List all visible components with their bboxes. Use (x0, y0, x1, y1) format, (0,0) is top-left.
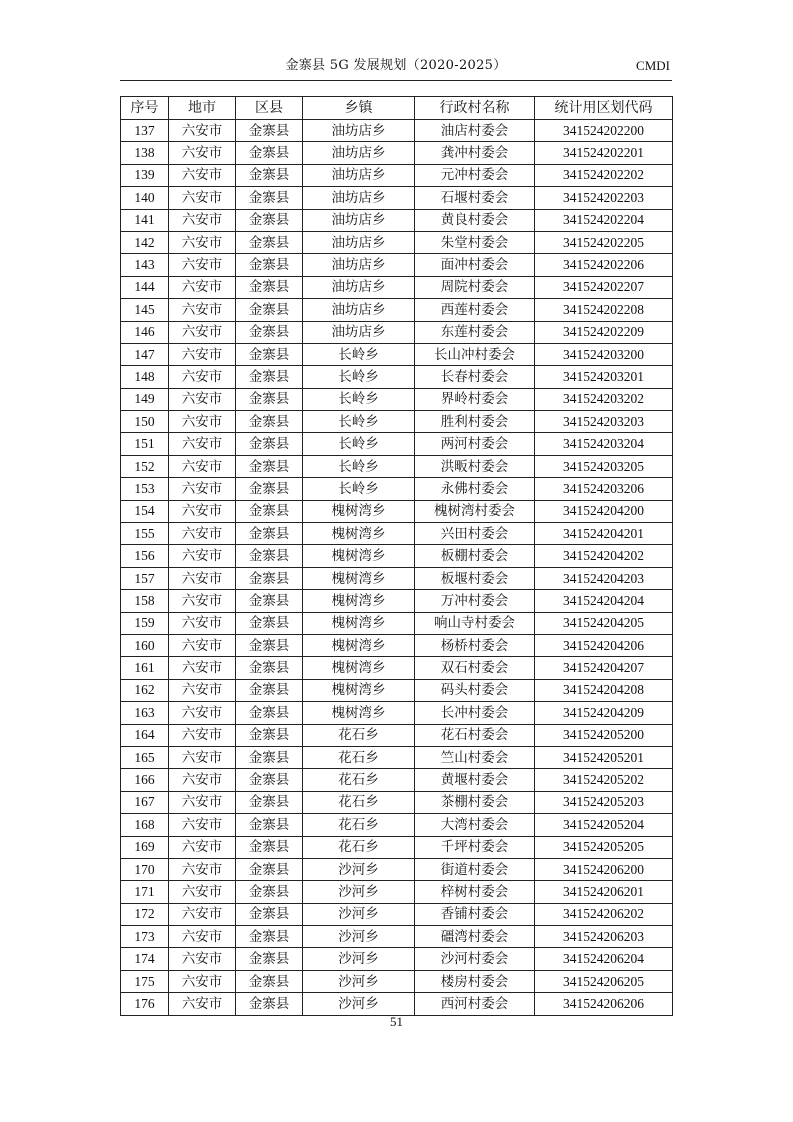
table-cell: 341524206203 (535, 926, 673, 948)
table-row (121, 500, 673, 522)
table-cell: 148 (121, 366, 169, 388)
table-cell: 槐树湾乡 (303, 545, 415, 567)
table-row (121, 343, 673, 365)
table-row (121, 634, 673, 656)
table-row (121, 746, 673, 768)
table-row (121, 836, 673, 858)
table-cell: 168 (121, 814, 169, 836)
table-cell: 173 (121, 926, 169, 948)
table-cell: 金寨县 (236, 209, 303, 231)
table-cell: 六安市 (169, 523, 236, 545)
table-cell: 油坊店乡 (303, 142, 415, 164)
table-cell: 金寨县 (236, 276, 303, 298)
table-row (121, 321, 673, 343)
table-cell: 香铺村委会 (415, 903, 535, 925)
table-cell: 341524202200 (535, 120, 673, 142)
table-cell: 黄堰村委会 (415, 769, 535, 791)
table-cell: 金寨县 (236, 299, 303, 321)
table-cell: 341524202204 (535, 209, 673, 231)
table-row (121, 814, 673, 836)
table-cell: 金寨县 (236, 545, 303, 567)
table-cell: 141 (121, 209, 169, 231)
table-row (121, 612, 673, 634)
table-cell: 沙河乡 (303, 858, 415, 880)
column-header: 统计用区划代码 (535, 97, 673, 120)
table-cell: 341524206202 (535, 903, 673, 925)
table-cell: 六安市 (169, 724, 236, 746)
table-cell: 341524205200 (535, 724, 673, 746)
table-cell: 341524202209 (535, 321, 673, 343)
table-cell: 花石乡 (303, 814, 415, 836)
table-cell: 金寨县 (236, 388, 303, 410)
table-cell: 竺山村委会 (415, 746, 535, 768)
table-row (121, 724, 673, 746)
table-cell: 150 (121, 411, 169, 433)
table-row (121, 411, 673, 433)
table-cell: 长岭乡 (303, 433, 415, 455)
table-cell: 341524206205 (535, 970, 673, 992)
table-cell: 沙河乡 (303, 993, 415, 1015)
table-cell: 金寨县 (236, 590, 303, 612)
table-row (121, 120, 673, 142)
table-cell: 341524204209 (535, 702, 673, 724)
table-cell: 六安市 (169, 881, 236, 903)
table-cell: 金寨县 (236, 523, 303, 545)
table-cell: 花石乡 (303, 746, 415, 768)
table-cell: 油坊店乡 (303, 321, 415, 343)
table-cell: 341524205202 (535, 769, 673, 791)
table-cell: 金寨县 (236, 746, 303, 768)
table-cell: 341524202206 (535, 254, 673, 276)
table-row (121, 858, 673, 880)
table-cell: 341524202205 (535, 231, 673, 253)
table-cell: 142 (121, 231, 169, 253)
table-cell: 长岭乡 (303, 366, 415, 388)
table-cell: 341524206200 (535, 858, 673, 880)
table-cell: 西河村委会 (415, 993, 535, 1015)
table-body (121, 120, 673, 1016)
table-cell: 金寨县 (236, 948, 303, 970)
table-cell: 长冲村委会 (415, 702, 535, 724)
table-cell: 面冲村委会 (415, 254, 535, 276)
table-cell: 沙河乡 (303, 903, 415, 925)
table-cell: 341524206201 (535, 881, 673, 903)
table-cell: 六安市 (169, 567, 236, 589)
table-cell: 长春村委会 (415, 366, 535, 388)
table-cell: 166 (121, 769, 169, 791)
table-cell: 六安市 (169, 903, 236, 925)
table-cell: 六安市 (169, 254, 236, 276)
header-rule (120, 80, 672, 81)
table-cell: 153 (121, 478, 169, 500)
table-row (121, 903, 673, 925)
table-cell: 油坊店乡 (303, 231, 415, 253)
table-row (121, 791, 673, 813)
table-cell: 响山寺村委会 (415, 612, 535, 634)
table-cell: 341524204208 (535, 679, 673, 701)
table-cell: 147 (121, 343, 169, 365)
table-cell: 六安市 (169, 209, 236, 231)
table-cell: 金寨县 (236, 478, 303, 500)
table-cell: 六安市 (169, 769, 236, 791)
table-row (121, 478, 673, 500)
table-cell: 六安市 (169, 657, 236, 679)
table-cell: 341524202203 (535, 187, 673, 209)
table-cell: 油坊店乡 (303, 164, 415, 186)
document-title: 金寨县 5G 发展规划（2020-2025） (285, 58, 507, 73)
table-cell: 梓树村委会 (415, 881, 535, 903)
table-cell: 金寨县 (236, 187, 303, 209)
table-cell: 板棚村委会 (415, 545, 535, 567)
table-row (121, 657, 673, 679)
column-header: 区县 (236, 97, 303, 120)
table-cell: 油坊店乡 (303, 120, 415, 142)
table-cell: 长山冲村委会 (415, 343, 535, 365)
table-cell: 139 (121, 164, 169, 186)
table-cell: 341524203200 (535, 343, 673, 365)
table-cell: 长岭乡 (303, 388, 415, 410)
table-cell: 东莲村委会 (415, 321, 535, 343)
table-cell: 金寨县 (236, 567, 303, 589)
table-cell: 油坊店乡 (303, 276, 415, 298)
table-cell: 六安市 (169, 634, 236, 656)
column-header: 地市 (169, 97, 236, 120)
table-cell: 140 (121, 187, 169, 209)
table-row (121, 567, 673, 589)
table-row (121, 231, 673, 253)
table-cell: 六安市 (169, 299, 236, 321)
table-cell: 341524203202 (535, 388, 673, 410)
table-cell: 六安市 (169, 948, 236, 970)
table-cell: 金寨县 (236, 903, 303, 925)
table-row (121, 679, 673, 701)
table-cell: 六安市 (169, 500, 236, 522)
table-cell: 龚冲村委会 (415, 142, 535, 164)
table-cell: 六安市 (169, 343, 236, 365)
table-cell: 170 (121, 858, 169, 880)
table-cell: 金寨县 (236, 926, 303, 948)
table-cell: 金寨县 (236, 254, 303, 276)
table-cell: 花石乡 (303, 836, 415, 858)
table-cell: 金寨县 (236, 164, 303, 186)
table-row (121, 545, 673, 567)
table-cell: 341524205203 (535, 791, 673, 813)
table-cell: 341524202202 (535, 164, 673, 186)
table-cell: 金寨县 (236, 836, 303, 858)
page-header (120, 58, 672, 82)
table-cell: 槐树湾乡 (303, 523, 415, 545)
column-header: 乡镇 (303, 97, 415, 120)
table-cell: 六安市 (169, 388, 236, 410)
table-row (121, 948, 673, 970)
table-cell: 156 (121, 545, 169, 567)
table-cell: 长岭乡 (303, 455, 415, 477)
table-cell: 万冲村委会 (415, 590, 535, 612)
table-cell: 六安市 (169, 836, 236, 858)
table-cell: 174 (121, 948, 169, 970)
table-cell: 341524204203 (535, 567, 673, 589)
table-cell: 槐树湾乡 (303, 590, 415, 612)
table-cell: 169 (121, 836, 169, 858)
table-cell: 341524204200 (535, 500, 673, 522)
table-row (121, 142, 673, 164)
table-cell: 341524202207 (535, 276, 673, 298)
table-cell: 138 (121, 142, 169, 164)
table-cell: 金寨县 (236, 120, 303, 142)
table-cell: 双石村委会 (415, 657, 535, 679)
table-cell: 杨桥村委会 (415, 634, 535, 656)
table-cell: 162 (121, 679, 169, 701)
table-row (121, 881, 673, 903)
table-row (121, 187, 673, 209)
table-cell: 341524203203 (535, 411, 673, 433)
table-row (121, 590, 673, 612)
table-cell: 槐树湾乡 (303, 679, 415, 701)
page-number: 51 (390, 1014, 403, 1029)
table-cell: 金寨县 (236, 231, 303, 253)
table-cell: 160 (121, 634, 169, 656)
table-cell: 341524206206 (535, 993, 673, 1015)
table-cell: 板堰村委会 (415, 567, 535, 589)
table-cell: 341524205205 (535, 836, 673, 858)
table-cell: 六安市 (169, 814, 236, 836)
table-cell: 六安市 (169, 366, 236, 388)
table-cell: 341524204202 (535, 545, 673, 567)
table-cell: 沙河乡 (303, 926, 415, 948)
table-cell: 黄良村委会 (415, 209, 535, 231)
table-cell: 六安市 (169, 993, 236, 1015)
table-cell: 六安市 (169, 679, 236, 701)
table-cell: 沙河乡 (303, 881, 415, 903)
table-cell: 槐树湾乡 (303, 702, 415, 724)
table-cell: 周院村委会 (415, 276, 535, 298)
table-cell: 金寨县 (236, 702, 303, 724)
table-cell: 朱堂村委会 (415, 231, 535, 253)
table-cell: 137 (121, 120, 169, 142)
table-row (121, 299, 673, 321)
table-cell: 沙河乡 (303, 948, 415, 970)
table-cell: 槐树湾村委会 (415, 500, 535, 522)
table-cell: 六安市 (169, 590, 236, 612)
table-cell: 341524203204 (535, 433, 673, 455)
table-cell: 长岭乡 (303, 411, 415, 433)
table-cell: 341524203206 (535, 478, 673, 500)
village-code-table (120, 96, 673, 1016)
table-cell: 六安市 (169, 411, 236, 433)
table-cell: 341524206204 (535, 948, 673, 970)
table-cell: 149 (121, 388, 169, 410)
table-row (121, 970, 673, 992)
table-cell: 槐树湾乡 (303, 612, 415, 634)
table-cell: 街道村委会 (415, 858, 535, 880)
table-cell: 油店村委会 (415, 120, 535, 142)
table-cell: 界岭村委会 (415, 388, 535, 410)
table-cell: 金寨县 (236, 455, 303, 477)
table-cell: 礓湾村委会 (415, 926, 535, 948)
table-cell: 金寨县 (236, 814, 303, 836)
table-cell: 千坪村委会 (415, 836, 535, 858)
table-cell: 楼房村委会 (415, 970, 535, 992)
table-cell: 六安市 (169, 702, 236, 724)
table-cell: 六安市 (169, 612, 236, 634)
table-cell: 341524202208 (535, 299, 673, 321)
table-cell: 槐树湾乡 (303, 634, 415, 656)
table-cell: 341524205204 (535, 814, 673, 836)
table-cell: 茶棚村委会 (415, 791, 535, 813)
table-cell: 两河村委会 (415, 433, 535, 455)
table-cell: 金寨县 (236, 769, 303, 791)
table-cell: 六安市 (169, 187, 236, 209)
table-cell: 元冲村委会 (415, 164, 535, 186)
table-cell: 金寨县 (236, 881, 303, 903)
table-cell: 176 (121, 993, 169, 1015)
table-cell: 151 (121, 433, 169, 455)
table-cell: 六安市 (169, 120, 236, 142)
table-cell: 164 (121, 724, 169, 746)
table-row (121, 926, 673, 948)
table-cell: 341524204206 (535, 634, 673, 656)
table-cell: 花石乡 (303, 724, 415, 746)
table-cell: 六安市 (169, 455, 236, 477)
table-row (121, 433, 673, 455)
table-cell: 胜利村委会 (415, 411, 535, 433)
table-cell: 六安市 (169, 926, 236, 948)
table-cell: 沙河乡 (303, 970, 415, 992)
table-cell: 152 (121, 455, 169, 477)
table-cell: 六安市 (169, 231, 236, 253)
table-cell: 金寨县 (236, 142, 303, 164)
table-cell: 161 (121, 657, 169, 679)
table-row (121, 455, 673, 477)
table-cell: 341524203205 (535, 455, 673, 477)
table-cell: 金寨县 (236, 993, 303, 1015)
table-cell: 花石乡 (303, 791, 415, 813)
table-cell: 175 (121, 970, 169, 992)
table-cell: 172 (121, 903, 169, 925)
table-cell: 146 (121, 321, 169, 343)
table-cell: 159 (121, 612, 169, 634)
table-cell: 沙河村委会 (415, 948, 535, 970)
column-header: 行政村名称 (415, 97, 535, 120)
table-cell: 六安市 (169, 276, 236, 298)
table-row (121, 366, 673, 388)
table-cell: 金寨县 (236, 343, 303, 365)
table-cell: 码头村委会 (415, 679, 535, 701)
table-cell: 金寨县 (236, 634, 303, 656)
table-cell: 金寨县 (236, 657, 303, 679)
table-cell: 157 (121, 567, 169, 589)
table-cell: 大湾村委会 (415, 814, 535, 836)
table-cell: 永佛村委会 (415, 478, 535, 500)
table-cell: 金寨县 (236, 500, 303, 522)
table-cell: 341524205201 (535, 746, 673, 768)
table-cell: 油坊店乡 (303, 209, 415, 231)
table-cell: 金寨县 (236, 791, 303, 813)
table-cell: 金寨县 (236, 679, 303, 701)
table-cell: 金寨县 (236, 366, 303, 388)
table-row (121, 523, 673, 545)
table-cell: 六安市 (169, 164, 236, 186)
table-cell: 158 (121, 590, 169, 612)
table-cell: 143 (121, 254, 169, 276)
table-cell: 167 (121, 791, 169, 813)
column-header: 序号 (121, 97, 169, 120)
table-cell: 163 (121, 702, 169, 724)
table-cell: 油坊店乡 (303, 254, 415, 276)
table-cell: 金寨县 (236, 433, 303, 455)
table-cell: 金寨县 (236, 724, 303, 746)
table-row (121, 702, 673, 724)
table-row (121, 388, 673, 410)
table-cell: 155 (121, 523, 169, 545)
table-cell: 花石村委会 (415, 724, 535, 746)
table-cell: 金寨县 (236, 411, 303, 433)
table-cell: 六安市 (169, 545, 236, 567)
table-cell: 六安市 (169, 746, 236, 768)
table-cell: 金寨县 (236, 321, 303, 343)
table-cell: 六安市 (169, 858, 236, 880)
table-cell: 154 (121, 500, 169, 522)
table-cell: 油坊店乡 (303, 299, 415, 321)
table-cell: 六安市 (169, 433, 236, 455)
table-cell: 兴田村委会 (415, 523, 535, 545)
table-row (121, 276, 673, 298)
table-cell: 六安市 (169, 321, 236, 343)
table-cell: 165 (121, 746, 169, 768)
table-cell: 341524202201 (535, 142, 673, 164)
table-cell: 花石乡 (303, 769, 415, 791)
table-cell: 长岭乡 (303, 343, 415, 365)
table-cell: 金寨县 (236, 612, 303, 634)
table-row (121, 209, 673, 231)
table-cell: 341524204201 (535, 523, 673, 545)
table-cell: 171 (121, 881, 169, 903)
table-cell: 341524204204 (535, 590, 673, 612)
table-row (121, 164, 673, 186)
table-cell: 油坊店乡 (303, 187, 415, 209)
table-cell: 西莲村委会 (415, 299, 535, 321)
table-cell: 六安市 (169, 142, 236, 164)
table-cell: 六安市 (169, 478, 236, 500)
organization-name: CMDI (636, 58, 670, 73)
table-cell: 石堰村委会 (415, 187, 535, 209)
table-row (121, 993, 673, 1015)
table-cell: 槐树湾乡 (303, 567, 415, 589)
table-cell: 洪畈村委会 (415, 455, 535, 477)
table-cell: 六安市 (169, 970, 236, 992)
table-cell: 槐树湾乡 (303, 657, 415, 679)
table-cell: 金寨县 (236, 970, 303, 992)
table-cell: 341524204205 (535, 612, 673, 634)
table-cell: 144 (121, 276, 169, 298)
table-cell: 145 (121, 299, 169, 321)
table-header-row (121, 97, 673, 120)
table-cell: 341524204207 (535, 657, 673, 679)
table-cell: 金寨县 (236, 858, 303, 880)
table-cell: 长岭乡 (303, 478, 415, 500)
table-row (121, 769, 673, 791)
table-cell: 六安市 (169, 791, 236, 813)
table-cell: 槐树湾乡 (303, 500, 415, 522)
table-row (121, 254, 673, 276)
table-cell: 341524203201 (535, 366, 673, 388)
